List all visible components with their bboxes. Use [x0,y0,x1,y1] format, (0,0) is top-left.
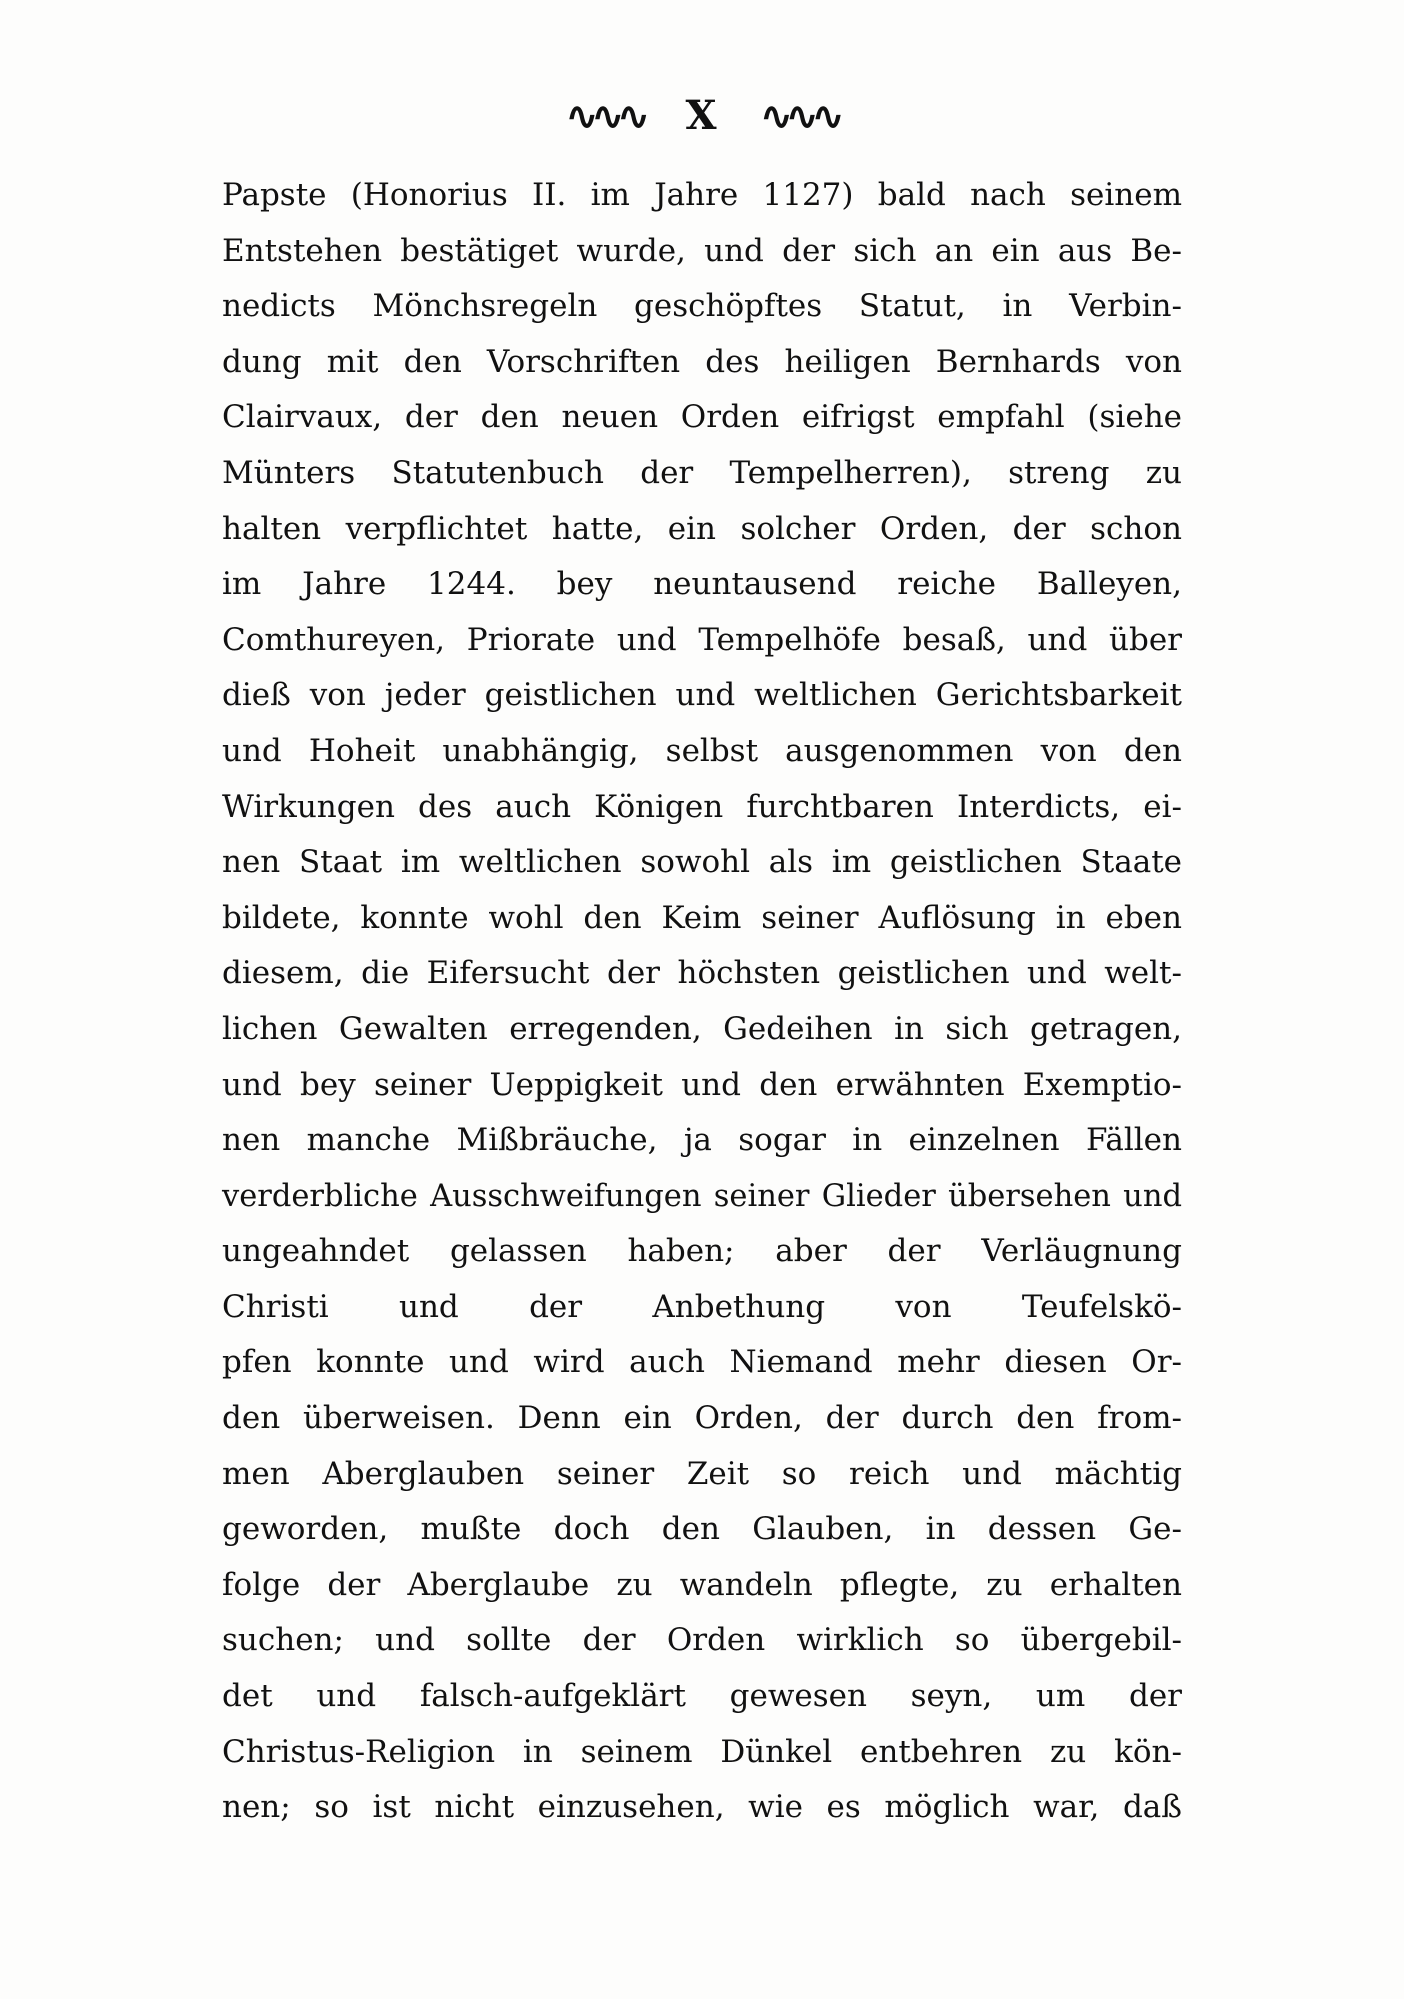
text-line: dung mit den Vorschriften des heiligen Bernhards von [222,343,1182,380]
text-line: nedicts Mönchsregeln geschöpftes Statut, in Verbin- [222,288,1182,325]
text-line: folge der Aberglaube zu wandeln pflegte, zu erhalten [222,1566,1182,1603]
ornament-left: ∿∿∿ [566,92,644,138]
text-line: ungeahndet gelassen haben; aber der Verläugnung [222,1233,1182,1270]
text-line: bildete, konnte wohl den Keim seiner Auflösung in eben [222,899,1182,936]
text-line: men Aberglauben seiner Zeit so reich und mächtig [222,1455,1182,1492]
text-line: nen; so ist nicht einzusehen, wie es möglich war, daß [222,1789,1182,1826]
text-line: Christi und der Anbethung von Teufelskö- [222,1288,1182,1325]
text-line: verderbliche Ausschweifungen seiner Glieder übersehen und [222,1178,1182,1214]
page-header [0,88,1404,139]
text-line: nen Staat im weltlichen sowohl als im geistlichen Staate [222,844,1182,881]
text-line: lichen Gewalten erregenden, Gedeihen in sich getragen, [222,1010,1182,1047]
text-line: im Jahre 1244. bey neuntausend reiche Balleyen, [222,566,1182,603]
text-line: Papste (Honorius II. im Jahre 1127) bald nach seinem [222,177,1182,213]
text-line: dieß von jeder geistlichen und weltlichen Gerichtsbarkeit [222,677,1182,714]
text-line: Christus-Religion in seinem Dünkel entbehren zu kön- [222,1733,1182,1770]
text-line: den überweisen. Denn ein Orden, der durch den from- [222,1400,1182,1437]
text-line: Entstehen bestätiget wurde, und der sich an ein aus Be- [222,232,1182,269]
text-line: Münters Statutenbuch der Tempelherren), streng zu [222,454,1182,491]
text-line: und Hoheit unabhängig, selbst ausgenommen von den [222,732,1182,769]
text-line: suchen; und sollte der Orden wirklich so übergebil- [222,1622,1182,1659]
text-line: halten verpflichtet hatte, ein solcher Orden, der schon [222,510,1182,547]
text-line: Comthureyen, Priorate und Tempelhöfe besaß, und über [222,621,1182,658]
text-line: Clairvaux, der den neuen Orden eifrigst empfahl (siehe [222,399,1182,436]
ornament-right: ∿∿∿ [760,92,838,138]
text-line: nen manche Mißbräuche, ja sogar in einzelnen Fällen [222,1122,1182,1159]
text-line: diesem, die Eifersucht der höchsten geistlichen und welt- [222,955,1182,992]
text-line: und bey seiner Ueppigkeit und den erwähnten Exemptio- [222,1066,1182,1103]
text-line: Wirkungen des auch Königen furchtbaren Interdicts, ei- [222,788,1182,825]
text-line: det und falsch-aufgeklärt gewesen seyn, um der [222,1678,1182,1715]
body-text [222,168,1182,1836]
page-number: X [685,91,719,139]
text-line: pfen konnte und wird auch Niemand mehr diesen Or- [222,1344,1182,1381]
text-line: geworden, mußte doch den Glauben, in dessen Ge- [222,1511,1182,1548]
